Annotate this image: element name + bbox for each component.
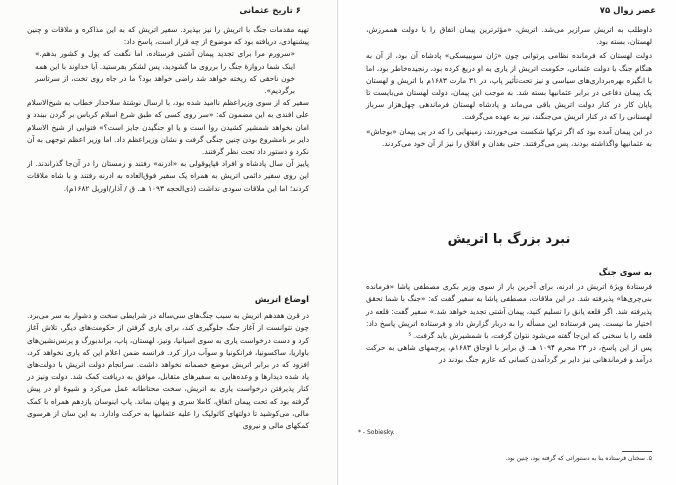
left-paragraph-1: تهیه مقدمات جنگ با اتریش را نیز بپذیرد. سفیر اتریش که به این مذاکره و ملاقات و چنین پیشنهادی، دریافته بود که موضوع از چه قرار است، پاسخ داد: bbox=[27, 25, 309, 47]
footnote-number-5: ۵. سخنان فرستاده بنا به دستوراتی که گرفته بود، چنین بود. bbox=[505, 455, 652, 462]
right-body-text bbox=[366, 24, 652, 150]
right-running-head: عصر زوال ۷۵ bbox=[599, 6, 656, 16]
right-page bbox=[338, 0, 676, 485]
right-section-paragraph: فرستادهٔ ویژهٔ اتریش در ادرنه، برای آخرین بار از سوی وزیر بکری مصطفی پاشا «فرمانده بنی‌چری‌ها» پذیرفته شد. در این ملاقات، مصطفی پاشا به سفیر گفت که: «جنگ با شما تحقق پذیرفته شد. اگر قلعه یانق را تسلیم کنید، پیمان آشتی تجدید خواهد شد.» سفیر گفت: قلعه در اختیار ما نیست. پس فرستاده این مسأله را به دربار گزارش داد و فرستاده اتریش پاسخ داد: قلعه را با سخنی که این‌جا گفته می‌شود نتوان گرفت، با شمشیرش باید گرفت. ⁵ bbox=[366, 282, 652, 341]
right-section-heading: به سوی جنگ bbox=[598, 267, 652, 277]
left-paragraph-2: «سرورم مرا برای تجدید پیمان آشتی فرستاده، اما نگفت که پول و کشور بدهم.» اینک شما دروازهٔ جنگ را برروی ما گشودید، پس لشکر بفرستید. آیا خداوند با این همه خون ناحقی که ریخته خواهد شد راضی خواهد بود؟ ما در جاه روی تخت، از سرتاسر برگردیم». bbox=[35, 49, 295, 96]
footnote-rule bbox=[622, 451, 652, 452]
right-section bbox=[366, 266, 652, 367]
left-section bbox=[27, 293, 309, 432]
left-section-paragraph: در قرن هفدهم اتریش به سبب جنگ‌های سی‌ساله در شرایطی سخت و دشوار به سر می‌برد. چون نتوانست از آغاز جنگ جلوگیری کند، برای یاری گرفتن از حکومت‌های دیگر، تلاش آغاز کرد و دست درخواست یاری به سوی اسپانیا، ونیز، لهستان، پاپ، براندبورگ و پرنس‌نشین‌های باواریا، ساکسونیا، فرانکونیا و سوآب دراز کرد. فرانسه ضمن اعلام این که یاری نخواهد کرد، افزود که در برابر اتریش موضع خصمانه نخواهد داشت. سرانجام دولت اتریش با دولت‌های یاد شده دیدارها و وعده‌هایی به سفیرهای متقابل، موافق به دریافت کمک شد. دولت ونیز در کنار پذیرفتن درخواست یاری به اتریش، سخت محتاطانه عمل می‌کرد و شیوهٔ او در پیش گرفته بود که تحت پیمان اتفاق، کاملا سری و پنهان بماند. پاپ اینوسان یازدهم همراه با کمک مالی، می‌کوشید تا دولتهای کاتولیک را علیه عثمانیها به حرکت وادارد. به این سان از هرسوی کمکهای مالی و نیروی bbox=[27, 311, 309, 431]
left-paragraph-4: پاییز آن سال پادشاه و افراد قپاپوقولی به «ادرنه» رفتند و زمستان را در آن‌جا گذراندند. از این روی سفیر دائمی اتریش به همراه یک سفیر فوق‌العاده به ادرنه رفتند و با شاه ملاقات کردند؛ اما این ملاقات سودی نداشت (ذی‌الحجه ۱۰۹۳ هـ. ق / آذار/اوریل ۱۶۸۲م). bbox=[27, 159, 309, 193]
footnote-sobiesky: * - Sobiesky. bbox=[358, 429, 395, 436]
right-section-paragraph-2: پس از این پاسخ، در ۲۳ محرم ۱۰۹۴ هـ. ق برابر با اوجاق ۱۶۸۳م، پرچمهای شاهی به حرکت درآمد و فرماندهانی نیز دایر بر گردآمدن کسانی که عازم جنگ بودند در bbox=[366, 343, 652, 365]
right-paragraph-2: دولت لهستان که فرمانده نظامی پرتوانی چون «ژان سوبییسکی» پادشاه آن بود، از آن به هنگام جنگ با دولت عثمانی، حکومت اتریش از یاری به او دریغ کرده بود، رنجیده‌خاطر بود، اما با انگیزه بهره‌برداری‌های سیاسی و نیز تحت‌تأثیر پاپ، در ۳۱ مارت ۱۶۸۳م با اتریش و لهستان یک پیمان دفاعی در برابر عثمانیها بسته شد. به موجب این پیمان، دولت لهستان می‌بایست تا پایان کار در کنار دولت اتریش باقی می‌ماند و پادشاه لهستان فرماندهی چهل‌هزار سرباز لهستانی را که در کنار اتریش می‌جنگند، نیز به عهده می‌گرفت. bbox=[366, 51, 652, 122]
right-paragraph-3: در این پیمان آمده بود که اگر ترکها شکست می‌خوردند، زمینهایی را که در پی پیمان «بوجاش» به عثمانیها واگذاشته بودند، پس می‌گرفتند. حتی بغدان و افلاق را نیز از آن خود می‌کردند. bbox=[366, 126, 652, 148]
right-paragraph-1: داوطلب به اتریش سرازیر می‌شد. اتریش، «مؤثرترین پیمان اتفاق را با دولت هممرزش، لهستان، بسته بود. bbox=[366, 25, 652, 47]
left-paragraph-3: سفیر که از سوی وزیراعظم ناامید شده بود، با ارسال نوشتهٔ سلاحدار خطاب به شیخ‌الاسلام علی افندی به این مضمون که: «سر روی کسی که طبق شرع اسلام کرباس بر گردن ببندد و امان بخواهد شمشیر کشیدن روا است و یا او جنگیدن جایز است؟» فتوایی از شیخ الاسلام دایر بر نامشروع بودن چنین جنگی گرفت و نشان وزیراعظم داد. اما وزیر اعظم توجهی به آن نکرد و دستور داد تحت نظر گرفتند. bbox=[27, 98, 309, 157]
left-running-head: ۶ تاریخ عثمانی bbox=[239, 6, 301, 16]
left-body-text bbox=[27, 24, 309, 195]
left-section-heading: اوضاع اتریش bbox=[254, 294, 309, 304]
chapter-title: نبرد بزرگ با اتریش bbox=[447, 232, 571, 247]
